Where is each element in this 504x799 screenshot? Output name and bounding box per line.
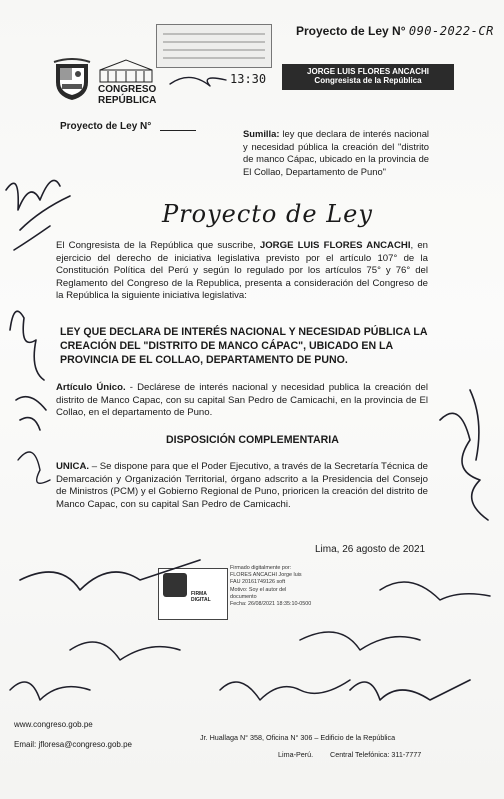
republica-wordmark: REPÚBLICA: [98, 95, 157, 106]
footer-address: Jr. Huallaga N° 358, Oficina N° 306 – Edificio de la República: [200, 733, 396, 742]
bill-number-blank-line: [160, 130, 196, 131]
footer-phone: Central Telefónica: 311-7777: [330, 750, 422, 759]
signature-seal-icon: [163, 573, 187, 597]
digital-sig-line-3: FAU 20161749126 soft: [230, 579, 286, 586]
bill-number-blank-label: Proyecto de Ley N°: [60, 121, 152, 132]
article-label: Artículo Único.: [56, 382, 126, 393]
unica-label: UNICA.: [56, 461, 90, 472]
article-text: - Declárese de interés nacional y necesidad publica la creación del distrito de Manco Capac, con su capital San Pedro de Camicachi, en la provincia de El Collao, en el departamento de Puno.: [56, 382, 428, 419]
intro-paragraph: [56, 240, 428, 303]
intro-rest: , en ejercicio del derecho de iniciativa legislativa previsto por el artículo 107° de la Constitución Política del Perú y según lo regulado por los artículos 75° y 76° del Reglamento del Congreso de la Republica, presenta a consideración del Congreso de la República la siguiente iniciativa legislativa:: [56, 240, 428, 302]
date-line: Lima, 26 agosto de 2021: [315, 544, 426, 555]
coat-of-arms-logo: [52, 58, 92, 102]
intro-start: El Congresista de la República que suscribe,: [56, 240, 260, 251]
congress-wordmark: CONGRESO: [98, 84, 157, 95]
digital-signature-label: FIRMA DIGITAL: [191, 591, 211, 603]
document-title: Proyecto de Ley: [162, 200, 373, 228]
article-paragraph: [56, 382, 428, 420]
intro-author-name: JORGE LUIS FLORES ANCACHI: [259, 240, 411, 251]
reception-stamp: [156, 24, 272, 68]
sumilla-text: ley que declara de interés nacional y necesidad pública la creación del "distrito de manco Cápac, ubicado en la provincia de El Collao, Departamento de Puno": [243, 128, 430, 177]
congressman-name: JORGE LUIS FLORES ANCACHI: [307, 67, 429, 76]
digital-signature-stamp: [158, 568, 228, 620]
footer-website: www.congreso.gob.pe: [14, 720, 93, 729]
sumilla-block: [243, 128, 429, 178]
digital-sig-line-5: documento: [230, 593, 257, 600]
stamp-time: 13:30: [230, 72, 267, 86]
digital-sig-line-2: FLORES ANCACHI Jorge luis: [230, 572, 302, 579]
footer-email: Email: jfloresa@congreso.gob.pe: [14, 740, 132, 749]
digital-signature-info: [230, 565, 350, 608]
unica-text: – Se dispone para que el Poder Ejecutivo, a través de la Secretaría Técnica de Demarcación y Organización Territorial, órgano adscrito a la Presidencia del Consejo de Ministros (PCM) y el Gobierno Regional de Puno, prioricen la creación del distrito de Manco Capac, con su capital San Pedro de Camicachi.: [56, 461, 428, 510]
bill-number-header: [296, 24, 494, 38]
bill-number-label: Proyecto de Ley N°: [296, 24, 406, 38]
congressman-banner: [282, 64, 454, 90]
sumilla-label: Sumilla:: [243, 128, 280, 139]
bill-number-handwritten: 090-2022-CR: [408, 24, 494, 38]
disposition-title: DISPOSICIÓN COMPLEMENTARIA: [166, 434, 339, 446]
digital-sig-line-4: Motivo: Soy el autor del: [230, 586, 287, 593]
footer-city: Lima-Perú.: [278, 750, 314, 759]
unica-paragraph: [56, 461, 428, 511]
digital-sig-line-1: Firmado digitalmente por:: [230, 565, 292, 571]
digital-sig-line-6: Fecha: 26/08/2021 18:35:10-0500: [230, 601, 312, 608]
congressman-title: Congresista de la República: [314, 76, 422, 85]
law-title: LEY QUE DECLARA DE INTERÉS NACIONAL Y NECESIDAD PÚBLICA LA CREACIÓN DEL "DISTRITO DE MANCO CÁPAC", UBICADO EN LA PROVINCIA DE EL COLLAO, DEPARTAMENTO DE PUNO.: [60, 326, 428, 366]
